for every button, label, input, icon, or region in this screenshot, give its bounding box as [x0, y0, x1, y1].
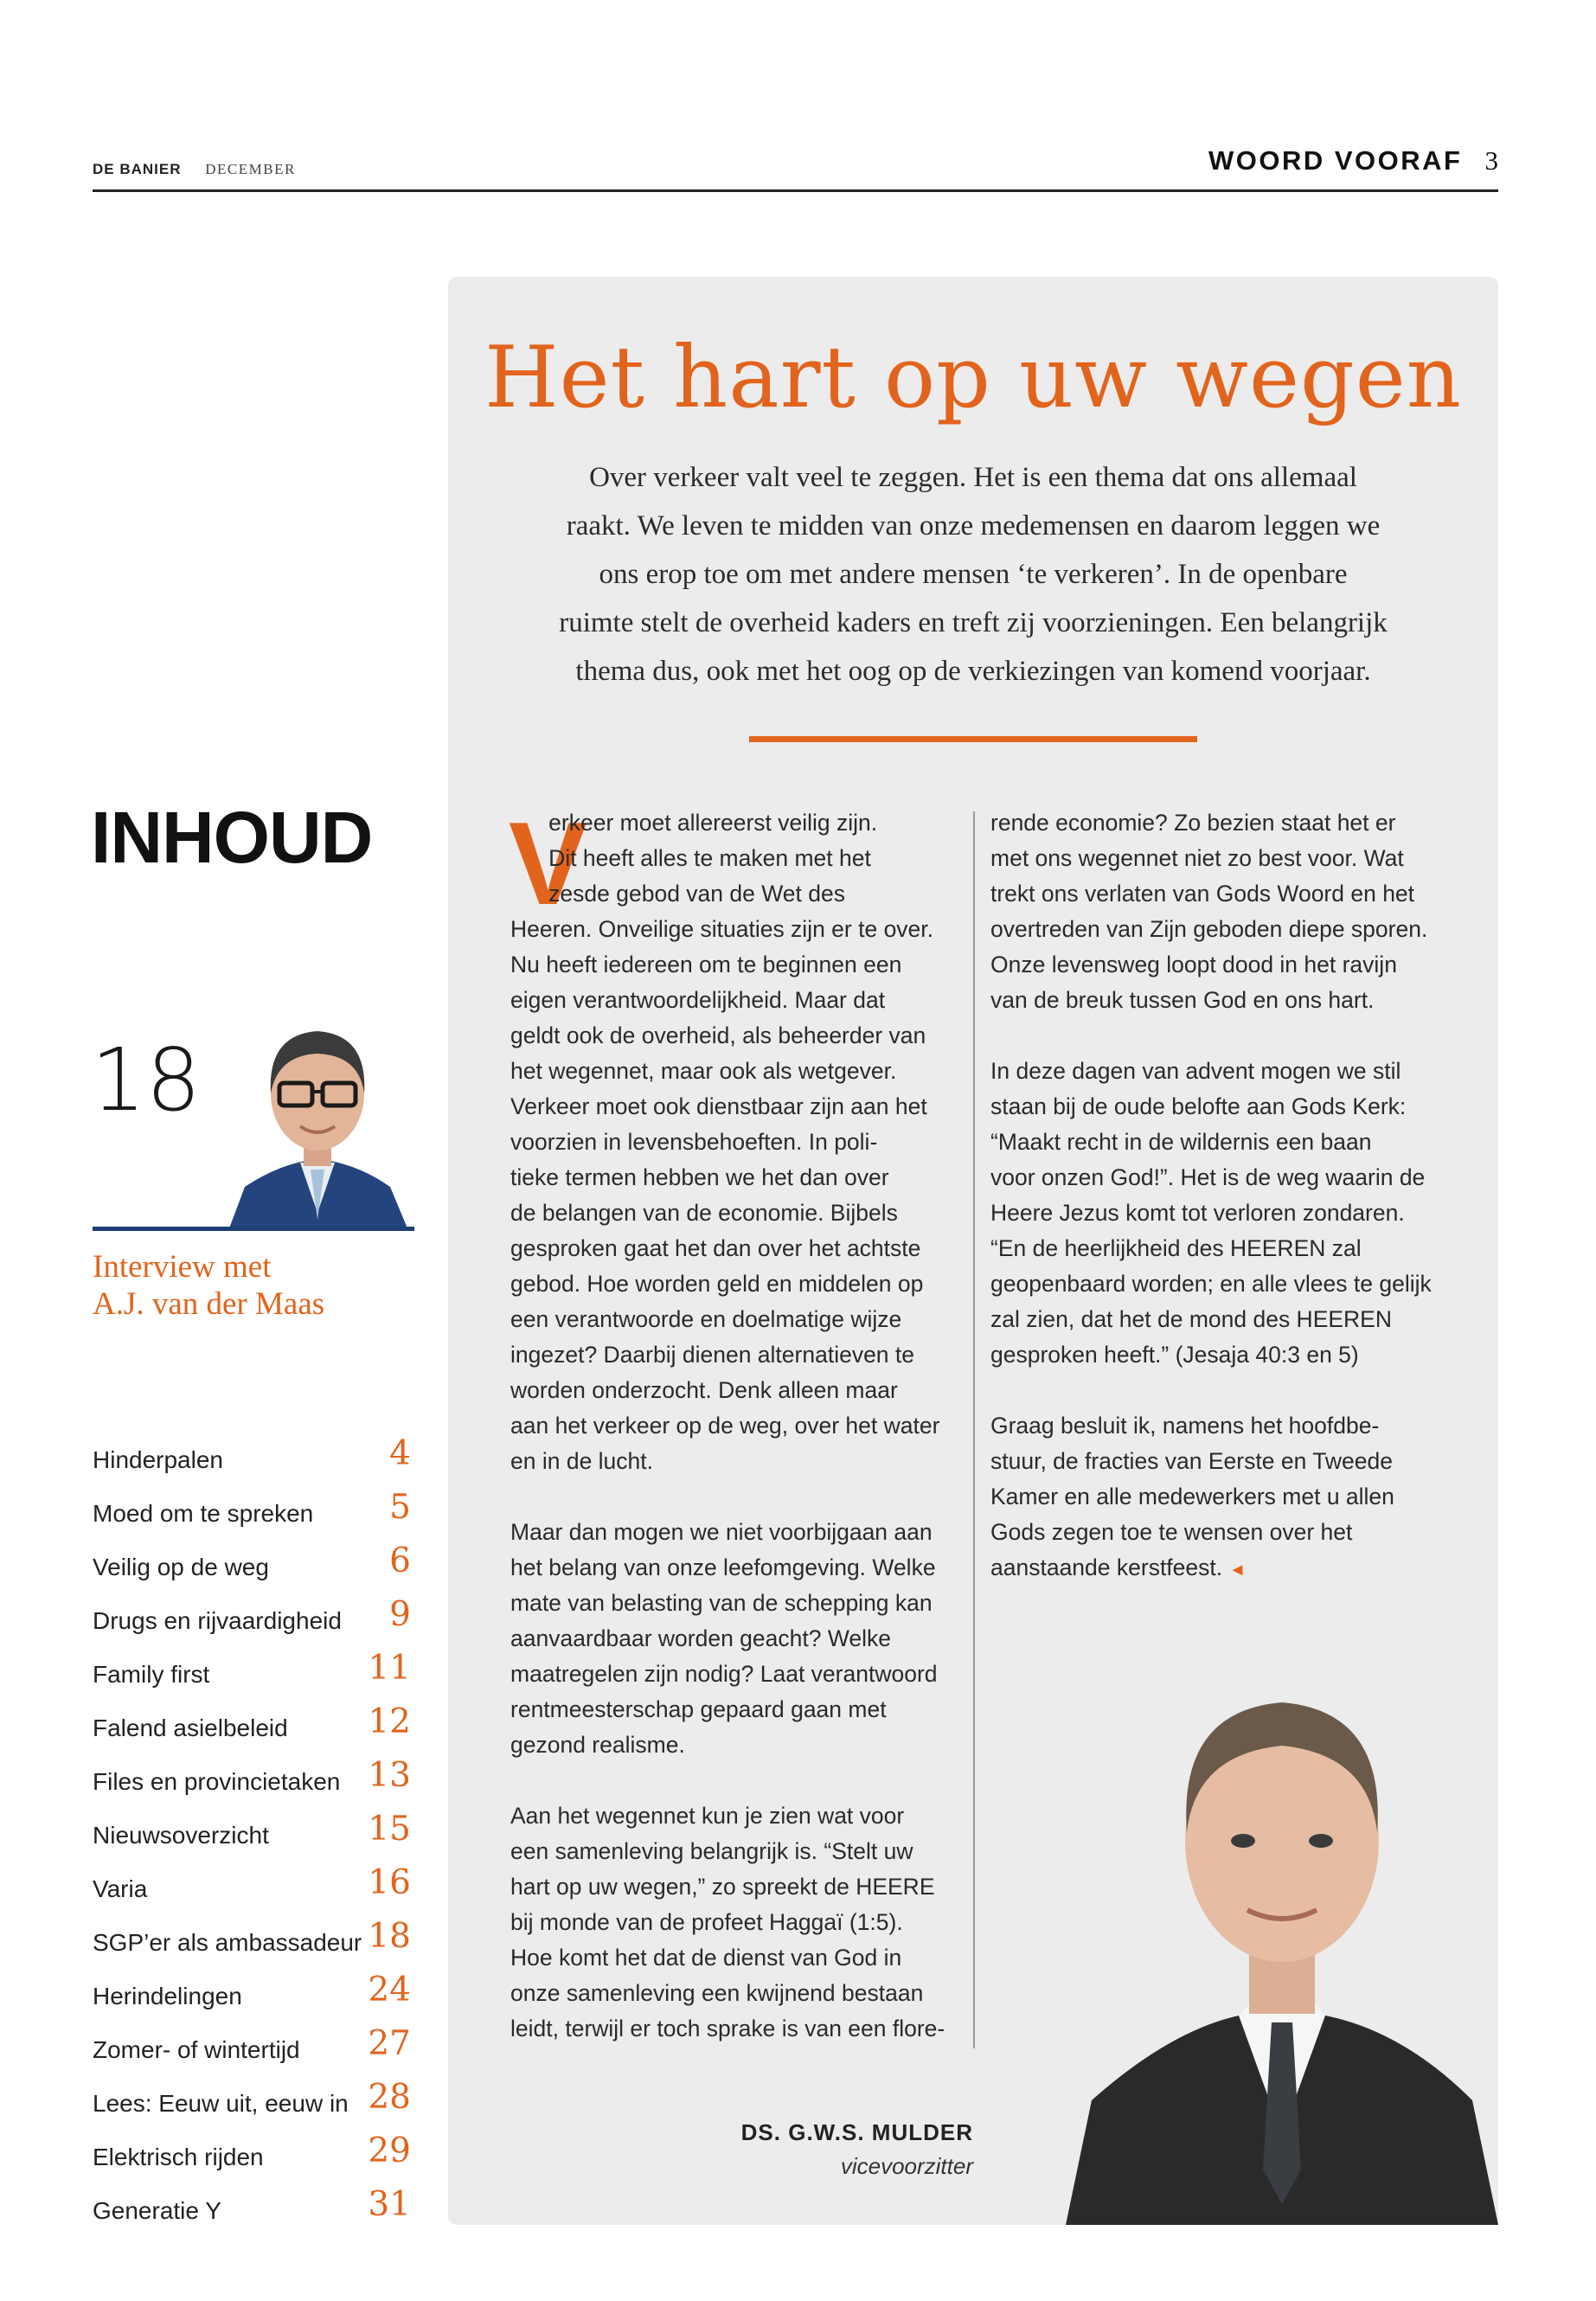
toc-item[interactable]: Hinderpalen 4 [93, 1434, 411, 1473]
toc-item[interactable]: Moed om te spreken 5 [93, 1488, 411, 1527]
toc-item[interactable]: Falend asielbeleid 12 [93, 1702, 411, 1741]
featured-page-number: 18 [91, 1029, 202, 1131]
featured-rule [93, 1227, 414, 1231]
toc-item[interactable]: Drugs en rijvaardigheid 9 [93, 1595, 411, 1634]
toc-item[interactable]: Nieuwsoverzicht 15 [93, 1810, 411, 1849]
author-block [741, 2119, 973, 2180]
running-header-right [1208, 145, 1498, 176]
issue-month: DECEMBER [205, 161, 296, 177]
toc-item[interactable]: Veilig op de weg 6 [93, 1541, 411, 1580]
drop-cap: V [509, 798, 587, 929]
toc-item[interactable]: Elektrisch rijden 29 [93, 2131, 411, 2170]
running-header-left [93, 161, 296, 178]
toc-item[interactable]: Varia 16 [93, 1863, 411, 1902]
author-portrait-photo[interactable] [1066, 1616, 1498, 2225]
featured-caption[interactable]: Interview met A.J. van der Maas [93, 1249, 325, 1322]
toc-item[interactable]: Herindelingen 24 [93, 1971, 411, 2009]
article-column-2-text: rende economie? Zo bezien staat het er met ons wegennet niet zo best voor. Wat trekt ons verlaten van Gods Woord en het overtreden van Zijn geboden diepe sporen. Onze levensweg loopt dood in het ravijn van de breuk tussen God en ons hart. In deze dagen van advent mogen we stil staan bij de oude belofte aan Gods Kerk: “Maakt recht in de wildernis een baan voor onzen God!”. Het is de weg waarin de Heere Jezus komt tot verloren zondaren. “En de heerlijkheid des HEEREN zal geopenbaard worden; en alle vlees te gelijk zal zien, dat het de mond des HEEREN gesproken heeft.” (Jesaja 40:3 en 5) Graag besluit ik, namens het hoofdbe- stuur, de fracties van Eerste en Tweede Kamer en alle medewerkers met u allen Gods zegen toe te wensen over het aanstaande kerstfeest. [990, 810, 1432, 1580]
article-title: Het hart op uw wegen [484, 329, 1462, 427]
toc-item[interactable]: Lees: Eeuw uit, eeuw in 28 [93, 2078, 411, 2117]
end-mark-icon: ◄ [1228, 1561, 1247, 1580]
publication-name: DE BANIER [93, 161, 182, 177]
column-divider [973, 811, 975, 2048]
page-number: 3 [1484, 145, 1498, 176]
intro-rule [749, 736, 1197, 742]
contents-heading: INHOUD [91, 797, 373, 878]
article-column-1: erkeer moet allereerst veilig zijn. Dit heeft alles te maken met het zesde gebod van de Wet des Heeren. Onveilige situaties zijn er te over. Nu heeft iedereen om te beginnen een eigen verantwoordelijkheid. Maar dat geldt ook de overheid, als beheerder van het wegennet, maar ook als wetgever. Verkeer moet ook dienstbaar zijn aan het voorzien in levensbehoeften. In poli- tieke termen hebben we het dan over de belangen van de economie. Bijbels gesproken gaat het dan over het achtste gebod. Hoe worden geld en middelen op een verantwoorde en doelmatige wijze ingezet? Daarbij dienen alternatieven te worden onderzocht. Denk alleen maar aan het verkeer op de weg, over het water en in de lucht. Maar dan mogen we niet voorbijgaan aan het belang van onze leefomgeving. Welke mate van belasting van de schepping kan aanvaardbaar worden geacht? Welke maatregelen zijn nodig? Laat verantwoord rentmeesterschap gepaard gaan met gezond realisme. Aan het wegennet kun je zien wat voor een samenleving belangrijk is. “Stelt uw hart op uw wegen,” zo spreekt de HEERE bij monde van de profeet Haggaï (1:5). Hoe komt het dat de dienst van God in onze samenleving een kwijnend bestaan leidt, terwijl er toch sprake is van een flore- [510, 810, 945, 2041]
toc-item[interactable]: Generatie Y 31 [93, 2185, 411, 2224]
header-divider [93, 189, 1498, 192]
author-name: DS. G.W.S. MULDER [740, 2119, 973, 2145]
toc-item[interactable]: Family first 11 [93, 1649, 411, 1688]
featured-portrait-photo[interactable] [221, 1014, 414, 1228]
toc-item[interactable]: Zomer- of wintertijd 27 [93, 2024, 411, 2063]
article-intro: Over verkeer valt veel te zeggen. Het is een thema dat ons allemaal raakt. We leven te midden van onze medemensen en daarom leggen we ons erop toe om met andere mensen ‘te verkeren’. In de openbare ruimte stelt de overheid kaders en treft zij voorzieningen. Een belangrijk thema dus, ook met het oog op de verkiezingen van komend voorjaar. [559, 462, 1388, 687]
section-title: WOORD VOORAF [1208, 145, 1463, 176]
table-of-contents [93, 1434, 411, 2239]
author-role: vicevoorzitter [840, 2153, 973, 2179]
toc-item[interactable]: Files en provincietaken 13 [93, 1756, 411, 1795]
toc-item[interactable]: SGP’er als ambassadeur 18 [93, 1917, 411, 1956]
article-column-2 [990, 805, 1458, 1588]
